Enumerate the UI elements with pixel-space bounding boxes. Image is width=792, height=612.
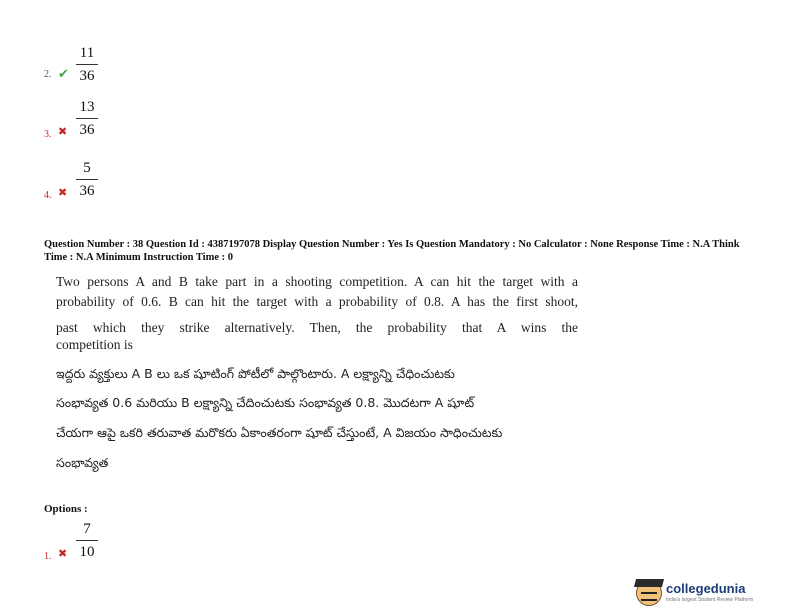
fraction-bar bbox=[76, 540, 98, 541]
grad-cap-icon bbox=[634, 579, 664, 587]
fraction-bar bbox=[76, 118, 98, 119]
fraction bbox=[76, 159, 98, 200]
question-text-line: past which they strike alternatively. Then, the probability that A wins the bbox=[56, 320, 578, 335]
option-number: 2. bbox=[44, 69, 52, 80]
denominator: 36 bbox=[79, 68, 95, 84]
mascot-icon bbox=[636, 580, 662, 606]
fraction-bar bbox=[76, 64, 98, 65]
numerator: 7 bbox=[83, 521, 91, 537]
check-icon: ✔ bbox=[58, 66, 69, 81]
numerator: 13 bbox=[79, 99, 95, 115]
question-text-line: Two persons A and B take part in a shooting competition. A can hit the target with a bbox=[56, 274, 578, 289]
question-text-telugu-line: ఇద్దరు వ్యక్తులు A B లు ఒక షూటింగ్ పోటీలో పాల్గొంటారు. A లక్ష్యాన్ని చేధించుటకు bbox=[56, 366, 455, 381]
logo-wordmark: collegedunia bbox=[666, 581, 746, 596]
glasses-icon bbox=[641, 592, 657, 601]
question-text-line: competition is bbox=[56, 337, 133, 352]
question-meta: Question Number : 38 Question Id : 4387197078 Display Question Number : Yes Is Question Mandatory : No Calculator : None Response Time : N.A Think Time : N.A Minimum Instruction Time : 0 bbox=[44, 239, 740, 263]
cross-icon: ✖ bbox=[58, 126, 68, 138]
cross-icon: ✖ bbox=[58, 187, 68, 199]
denominator: 36 bbox=[79, 183, 95, 199]
numerator: 11 bbox=[79, 45, 95, 61]
question-text-telugu-line: సంభావ్యత 0.6 మరియు B లక్ష్యాన్ని చేదించుటకు సంభావ్యత 0.8. మొదటగా A షూట్ bbox=[56, 395, 475, 410]
option-number: 3. bbox=[44, 129, 52, 140]
collegedunia-logo bbox=[636, 578, 786, 608]
cross-icon: ✖ bbox=[58, 548, 68, 560]
denominator: 36 bbox=[79, 122, 95, 138]
fraction bbox=[76, 98, 98, 139]
options-label: Options : bbox=[44, 503, 88, 515]
question-text-line: probability of 0.6. B can hit the target with a probability of 0.8. A has the first shoot, bbox=[56, 294, 578, 309]
question-text-telugu-line: చేయగా ఆపై ఒకరి తరువాత మరొకరు ఏకాంతరంగా షూట్ చేస్తుంటే, A విజయం సాధించుటకు bbox=[56, 425, 503, 440]
fraction bbox=[76, 520, 98, 561]
question-text-telugu-line: సంభావ్యత bbox=[56, 455, 109, 470]
fraction bbox=[76, 44, 98, 85]
numerator: 5 bbox=[83, 160, 91, 176]
fraction-bar bbox=[76, 179, 98, 180]
denominator: 10 bbox=[79, 544, 95, 560]
option-number: 1. bbox=[44, 551, 52, 562]
logo-tagline: India's largest Student Review Platform bbox=[666, 597, 754, 603]
option-number: 4. bbox=[44, 190, 52, 201]
